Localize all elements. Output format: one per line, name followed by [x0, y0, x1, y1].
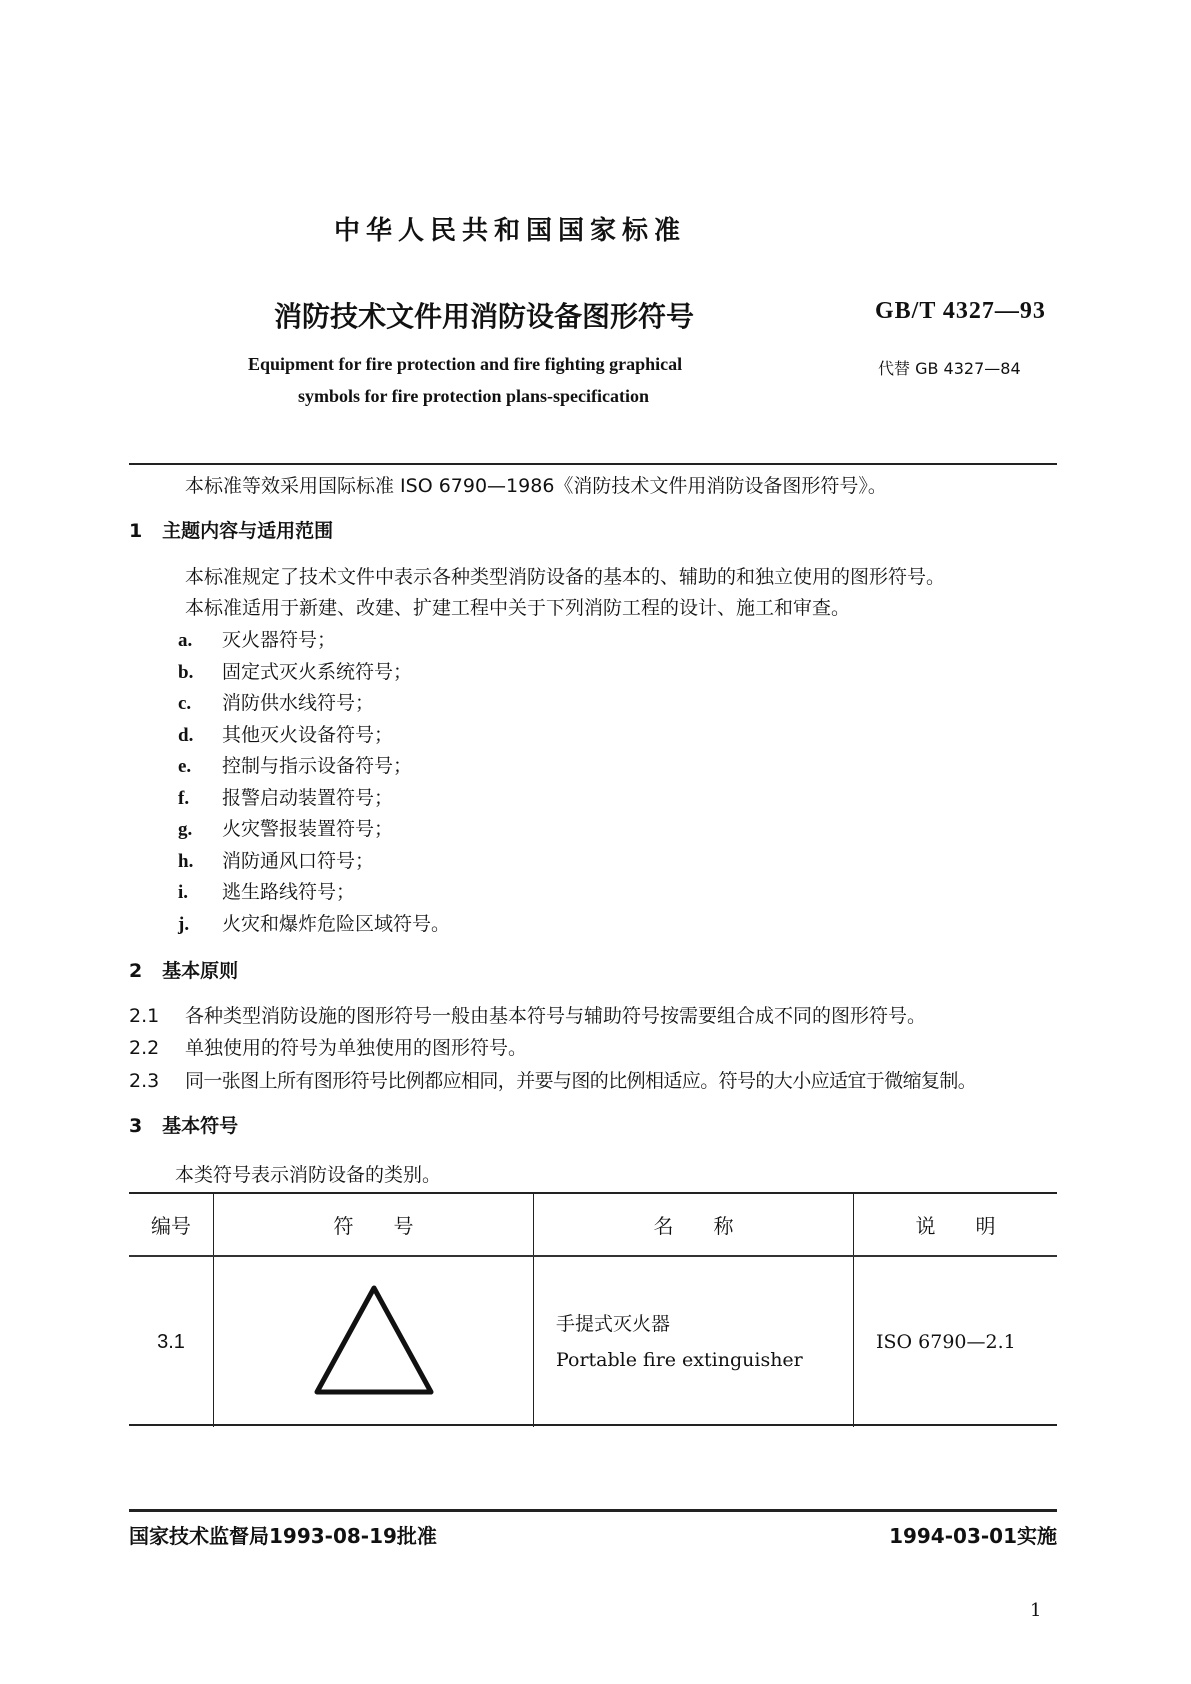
row-note: ISO 6790—2.1: [854, 1256, 1058, 1427]
row-number: 3.1: [157, 1330, 185, 1353]
item-label: g.: [178, 819, 193, 840]
list-item: [178, 688, 374, 715]
header-note: 说 明: [854, 1193, 1058, 1256]
list-item: [178, 814, 393, 841]
section-3-para: 本类符号表示消防设备的类别。: [175, 1164, 442, 1186]
list-item: [178, 720, 393, 747]
item-label: d.: [178, 725, 194, 746]
clause-text: 各种类型消防设施的图形符号一般由基本符号与辅助符号按需要组合成不同的图形符号。: [185, 1005, 927, 1027]
title-en-line2: symbols for fire protection plans-specification: [298, 386, 649, 406]
header-name: 名 称: [534, 1193, 854, 1256]
header-rule: [129, 463, 1057, 465]
clause-number: 2.1: [129, 1005, 160, 1027]
page-number: 1: [1030, 1600, 1042, 1621]
item-text: 逃生路线符号；: [222, 881, 356, 903]
clause: [129, 1066, 976, 1093]
item-text: 消防供水线符号；: [222, 692, 375, 714]
footer-rule: [129, 1509, 1057, 1512]
item-text: 火灾和爆炸危险区域符号。: [222, 913, 451, 935]
list-item: [178, 783, 393, 810]
item-label: j.: [178, 914, 190, 935]
approval-date: 国家技术监督局1993-08-19批准: [129, 1524, 437, 1548]
header-number: 编号: [129, 1193, 214, 1256]
item-label: f.: [178, 788, 190, 809]
section-1-para1: 本标准规定了技术文件中表示各种类型消防设备的基本的、辅助的和独立使用的图形符号。: [185, 566, 946, 588]
header-symbol: 符 号: [214, 1193, 534, 1256]
item-label: b.: [178, 662, 194, 683]
section-title: 基本原则: [162, 960, 239, 982]
section-title: 主题内容与适用范围: [162, 520, 334, 542]
table-header-row: [129, 1193, 1057, 1256]
section-1-heading: [129, 516, 333, 543]
triangle-icon: [309, 1280, 439, 1400]
item-label: e.: [178, 756, 192, 777]
clause-text: 单独使用的符号为单独使用的图形符号。: [185, 1037, 528, 1059]
section-3-heading: [129, 1111, 238, 1138]
item-text: 火灾警报装置符号；: [222, 818, 394, 840]
table-row: [129, 1256, 1057, 1427]
item-text: 固定式灭火系统符号；: [222, 661, 413, 683]
item-label: a.: [178, 630, 193, 651]
clause: [129, 1033, 527, 1060]
intro-text: 本标准等效采用国际标准 ISO 6790—1986《消防技术文件用消防设备图形符号》。: [185, 475, 887, 497]
list-item: [178, 877, 355, 904]
item-text: 控制与指示设备符号；: [222, 755, 413, 777]
table-bottom-rule: [129, 1424, 1057, 1426]
section-number: 2: [129, 960, 143, 982]
clause: [129, 1001, 926, 1028]
item-label: h.: [178, 851, 194, 872]
clause-number: 2.2: [129, 1037, 160, 1059]
replaces-note: 代替 GB 4327—84: [878, 359, 1021, 378]
clause-text: 同一张图上所有图形符号比例都应相同，并要与图的比例相适应。符号的大小应适宜于微缩复制。: [185, 1070, 977, 1092]
symbols-table: [129, 1193, 1057, 1427]
row-symbol: [214, 1256, 534, 1427]
item-text: 报警启动装置符号；: [222, 787, 394, 809]
list-item: [178, 625, 336, 652]
national-standard-heading: 中华人民共和国国家标准: [333, 216, 686, 246]
item-label: c.: [178, 693, 192, 714]
row-name: [534, 1256, 854, 1427]
section-2-heading: [129, 956, 238, 983]
list-item: [178, 657, 412, 684]
page-title: 消防技术文件用消防设备图形符号: [274, 300, 695, 333]
name-cn: 手提式灭火器: [556, 1313, 671, 1335]
item-label: i.: [178, 882, 189, 903]
section-number: 3: [129, 1115, 143, 1137]
item-text: 灭火器符号；: [222, 629, 337, 651]
list-item: [178, 909, 450, 936]
title-en-line1: Equipment for fire protection and fire fighting graphical: [248, 354, 683, 374]
item-text: 消防通风口符号；: [222, 850, 375, 872]
list-item: [178, 751, 412, 778]
effective-date: 1994-03-01实施: [889, 1524, 1057, 1548]
list-item: [178, 846, 374, 873]
name-en: Portable fire extinguisher: [556, 1349, 803, 1371]
section-1-para2: 本标准适用于新建、改建、扩建工程中关于下列消防工程的设计、施工和审查。: [185, 597, 851, 619]
section-title: 基本符号: [162, 1115, 239, 1137]
clause-number: 2.3: [129, 1070, 160, 1092]
section-number: 1: [129, 520, 143, 542]
item-text: 其他灭火设备符号；: [222, 724, 394, 746]
standard-code: GB/T 4327—93: [875, 298, 1046, 324]
